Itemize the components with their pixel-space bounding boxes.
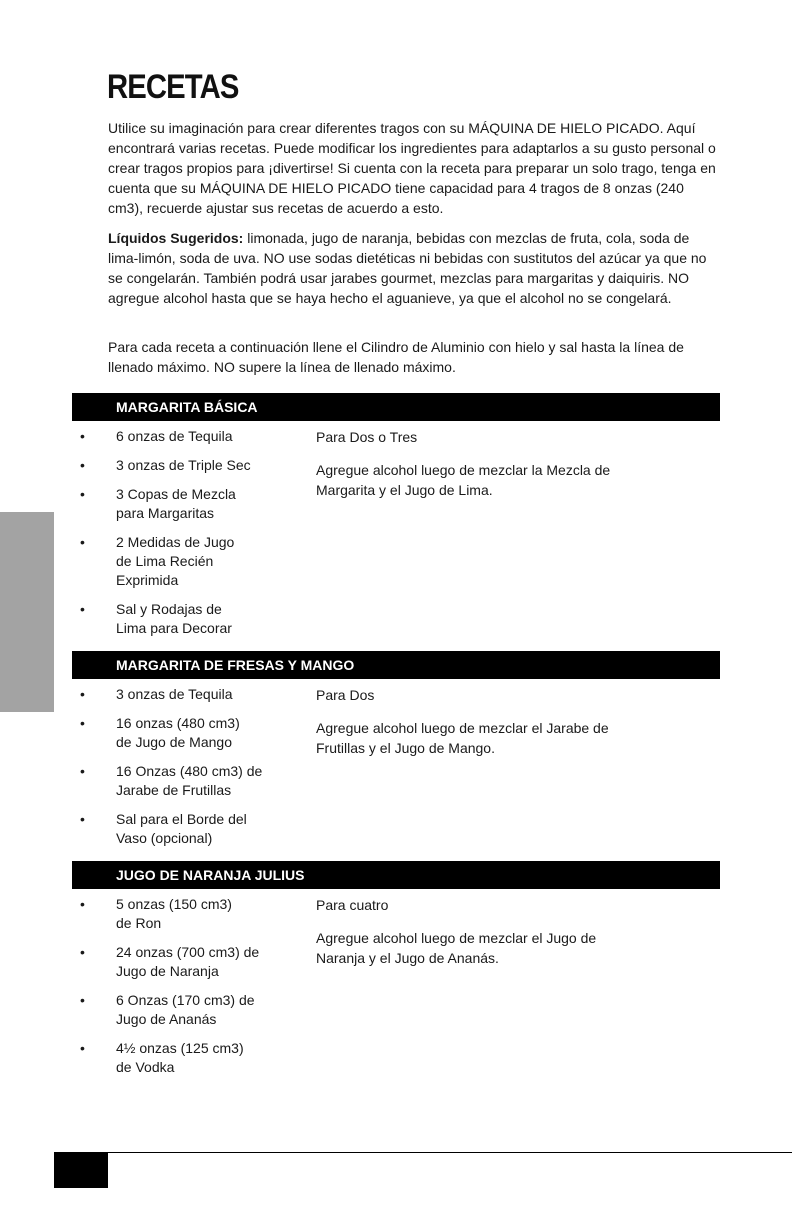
- recipe-title: MARGARITA BÁSICA: [116, 399, 258, 415]
- note-text: Agregue alcohol luego de mezclar la Mezcla de Margarita y el Jugo de Lima.: [316, 462, 611, 498]
- list-item: • 2 Medidas de Jugo de Lima Recién Exprimida: [80, 534, 235, 588]
- bullet-icon: •: [80, 686, 85, 702]
- list-item: • 4½ onzas (125 cm3) de Vodka: [80, 1040, 244, 1075]
- liquids-label: Líquidos Sugeridos:: [108, 230, 244, 246]
- instructions-paragraph: Para cada receta a continuación llene el Cilindro de Aluminio con hielo y sal hasta la línea de llenado máximo. NO supere la línea de llenado máximo.: [108, 339, 684, 375]
- liquids-paragraph: [108, 228, 718, 308]
- serves-text: Para Dos o Tres: [316, 429, 418, 445]
- recipe-header-margarita-basica: [72, 393, 720, 421]
- recipe-header-margarita-fresas-mango: [72, 651, 720, 679]
- list-item: • 3 onzas de Tequila: [80, 686, 233, 702]
- page-title: RECETAS: [107, 68, 239, 106]
- list-item: • 16 onzas (480 cm3) de Jugo de Mango: [80, 715, 240, 750]
- recipe-title: JUGO DE NARANJA JULIUS: [116, 867, 305, 883]
- bullet-icon: •: [80, 534, 85, 550]
- list-item: • Sal para el Borde del Vaso (opcional): [80, 811, 247, 846]
- bullet-icon: •: [80, 1040, 85, 1056]
- ingredient-list: [76, 685, 276, 858]
- ingredient-list: [76, 895, 276, 1087]
- bullet-icon: •: [80, 992, 85, 1008]
- bullet-icon: •: [80, 944, 85, 960]
- bullet-icon: •: [80, 763, 85, 779]
- liquids-text: limonada, jugo de naranja, bebidas con mezclas de fruta, cola, soda de lima-limón, soda de uva. NO use sodas dietéticas ni bebidas con sustitutos del azúcar ya que no se congelarán. También podrá usar jarabes gourmet, mezclas para margaritas y daiquiris. NO agregue alcohol hasta que se haya hecho el aguanieve, ya que el alcohol no se congelará.: [108, 230, 707, 306]
- note-text: Agregue alcohol luego de mezclar el Jarabe de Frutillas y el Jugo de Mango.: [316, 720, 609, 756]
- list-item: • 6 Onzas (170 cm3) de Jugo de Ananás: [80, 992, 255, 1027]
- bullet-icon: •: [80, 428, 85, 444]
- serves-text: Para cuatro: [316, 897, 389, 913]
- bullet-icon: •: [80, 486, 85, 502]
- list-item: • 6 onzas de Tequila: [80, 428, 233, 444]
- list-item: • Sal y Rodajas de Lima para Decorar: [80, 601, 232, 636]
- serves-text: Para Dos: [316, 687, 375, 703]
- footer-rule: [108, 1152, 792, 1153]
- recipe-note: [316, 685, 636, 758]
- list-item: • 24 onzas (700 cm3) de Jugo de Naranja: [80, 944, 260, 979]
- list-item: • 5 onzas (150 cm3) de Ron: [80, 896, 232, 931]
- side-tab: [0, 512, 54, 712]
- bullet-icon: •: [80, 715, 85, 731]
- bullet-icon: •: [80, 896, 85, 912]
- list-item: • 3 onzas de Triple Sec: [80, 457, 251, 473]
- recipe-header-jugo-naranja-julius: [72, 861, 720, 889]
- recipe-title: MARGARITA DE FRESAS Y MANGO: [116, 657, 355, 673]
- bullet-icon: •: [80, 811, 85, 827]
- bullet-icon: •: [80, 601, 85, 617]
- ingredient-list: [76, 427, 276, 648]
- recipe-note: [316, 895, 636, 968]
- note-text: Agregue alcohol luego de mezclar el Jugo de Naranja y el Jugo de Ananás.: [316, 930, 597, 966]
- list-item: • 3 Copas de Mezcla para Margaritas: [80, 486, 236, 521]
- page-number-block: [54, 1152, 108, 1188]
- list-item: • 16 Onzas (480 cm3) de Jarabe de Frutillas: [80, 763, 263, 798]
- intro-paragraph: Utilice su imaginación para crear diferentes tragos con su MÁQUINA DE HIELO PICADO. Aquí encontrará varias recetas. Puede modificar los ingredientes para adaptarlos a su gusto personal o crear tragos propios para ¡divertirse! Si cuenta con la receta para preparar un solo trago, tenga en cuenta que su MÁQUINA DE HIELO PICADO tiene capacidad para 4 tragos de 8 onzas (240 cm3), recuerde ajustar sus recetas de acuerdo a esto.: [108, 120, 716, 216]
- bullet-icon: •: [80, 457, 85, 473]
- recipe-note: [316, 427, 636, 500]
